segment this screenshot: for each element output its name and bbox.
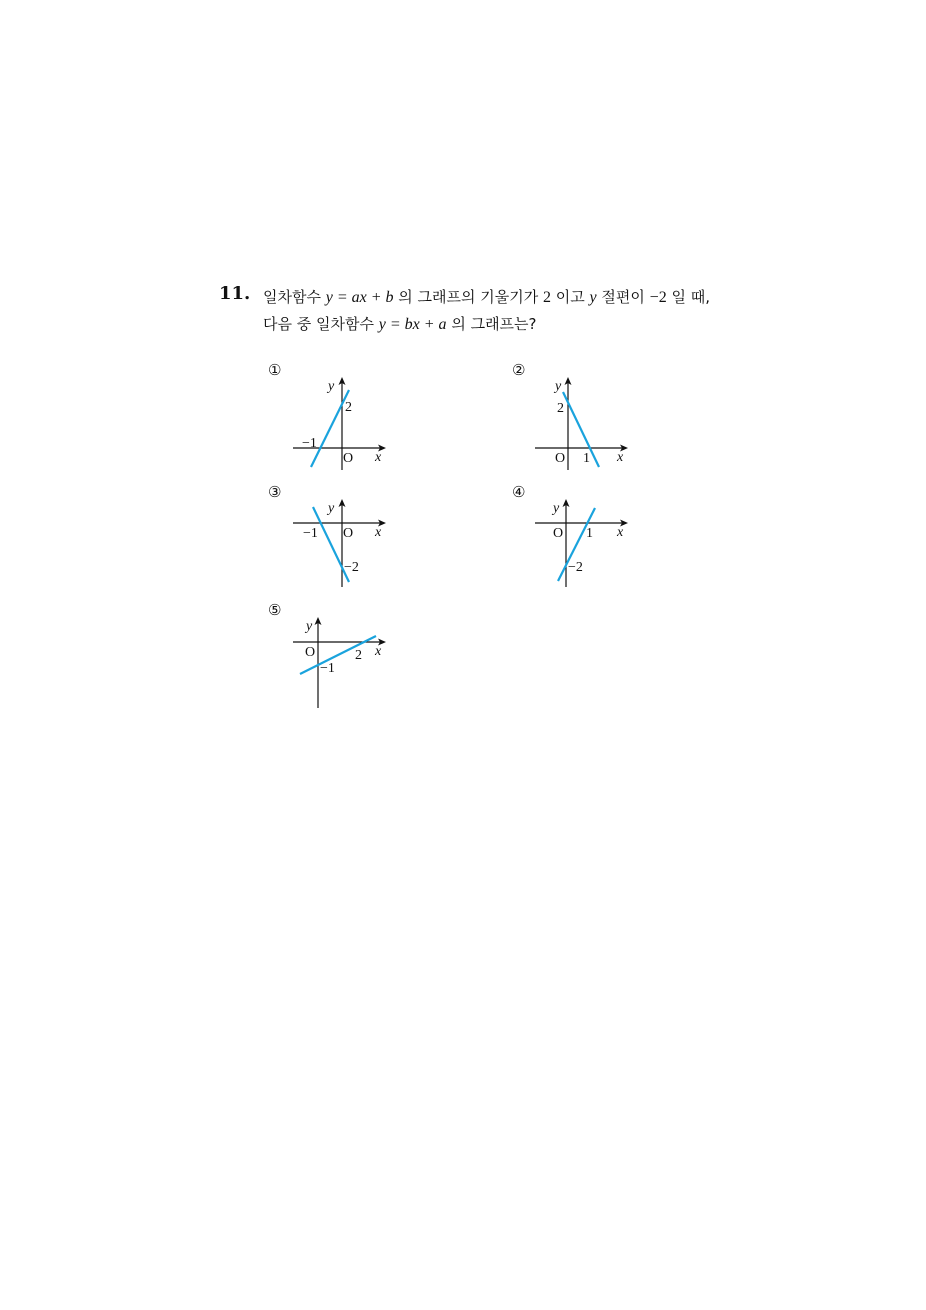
y-axis-label: y (328, 501, 335, 516)
x-axis-label: x (617, 450, 624, 465)
q1-math-intercept: −2 (649, 289, 667, 306)
y-axis-label: y (328, 379, 335, 394)
choice-3-marker[interactable]: ③ (268, 483, 282, 501)
choice-1-graph[interactable] (280, 370, 400, 480)
q1-text-1: 일차함수 (263, 288, 326, 306)
q1-math-y: y (589, 289, 597, 306)
choice-4-graph[interactable] (522, 490, 642, 600)
q2-math-equation: y = bx + a (378, 316, 447, 333)
y-intercept-label: −2 (568, 560, 583, 575)
choice-2-marker[interactable]: ② (512, 361, 526, 379)
choice-1-marker[interactable]: ① (268, 361, 282, 379)
origin-label: O (343, 451, 354, 466)
x-axis-label: x (375, 450, 382, 465)
q1-text-3: 이고 (551, 288, 590, 306)
x-axis-label: x (375, 644, 382, 659)
q1-math-equation: y = ax + b (325, 289, 394, 306)
y-intercept-label: −1 (320, 661, 335, 676)
q1-text-5: 일 때, (666, 288, 710, 306)
q1-text-2: 의 그래프의 기울기가 (393, 288, 544, 306)
question-number: 11. (219, 283, 251, 304)
origin-label: O (553, 526, 564, 541)
q1-math-slope: 2 (543, 289, 552, 306)
q1-text-4: 절편이 (596, 288, 650, 306)
choice-5-marker[interactable]: ⑤ (268, 601, 282, 619)
y-intercept-label: 2 (557, 401, 564, 416)
x-intercept-label: 1 (583, 451, 590, 466)
choice-4-marker[interactable]: ④ (512, 483, 526, 501)
x-axis-label: x (375, 525, 382, 540)
q2-text-1: 다음 중 일차함수 (263, 315, 379, 333)
choice-2-graph[interactable] (522, 370, 642, 480)
y-axis-label: y (555, 379, 562, 394)
x-intercept-label: 1 (586, 526, 593, 541)
x-intercept-label: −1 (302, 436, 317, 451)
origin-label: O (343, 526, 354, 541)
choice-5-graph[interactable] (280, 610, 400, 720)
origin-label: O (555, 451, 566, 466)
choice-3-graph[interactable] (280, 490, 400, 600)
question-line-2 (263, 313, 537, 334)
x-intercept-label: 2 (355, 648, 362, 663)
x-intercept-label: −1 (303, 526, 318, 541)
y-intercept-label: 2 (345, 400, 352, 415)
q2-text-2: 의 그래프는? (446, 315, 537, 333)
y-axis-label: y (306, 619, 313, 634)
question-line-1 (263, 286, 710, 307)
origin-label: O (305, 645, 316, 660)
y-intercept-label: −2 (344, 560, 359, 575)
y-axis-label: y (553, 501, 560, 516)
x-axis-label: x (617, 525, 624, 540)
